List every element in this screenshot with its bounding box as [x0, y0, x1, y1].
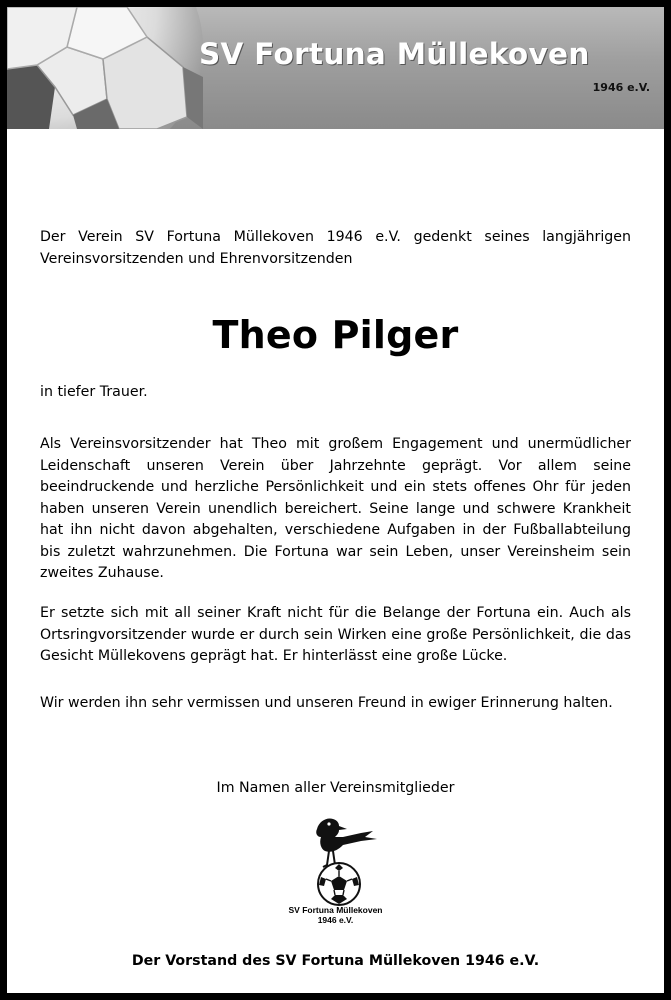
raven-on-ball-icon — [277, 807, 397, 907]
paragraph-text: Er setzte sich mit all seiner Kraft nicht für die Belange der Fortuna ein. Auch als Ortsringvorsitzender wurde er durch sein Wirken eine große Persönlichkeit, die das Gesicht Müllekovens geprägt hat. Er hinterlässt eine große Lücke. — [40, 605, 631, 664]
closing-line: Im Namen aller Vereinsmitglieder — [216, 780, 455, 796]
paragraph-text: Wir werden ihn sehr vermissen und unseren Freund in ewiger Erinnerung halten. — [40, 695, 613, 711]
paragraph-1 — [40, 434, 631, 585]
club-name-title: SV Fortuna Müllekoven — [199, 37, 590, 71]
logo-caption-year: 1946 e.V. — [317, 915, 354, 925]
club-founded-label: 1946 e.V. — [592, 81, 650, 94]
mourning-text: in tiefer Trauer. — [40, 384, 148, 400]
logo-caption-name: SV Fortuna Müllekoven — [288, 905, 383, 915]
header-banner — [7, 7, 664, 129]
paragraph-3 — [40, 693, 631, 715]
soccer-ball-icon — [7, 7, 207, 129]
intro-block — [40, 227, 631, 270]
intro-text: Der Verein SV Fortuna Müllekoven 1946 e.V. gedenkt seines langjährigen Vereinsvorsitzenden und Ehrenvorsitzenden — [40, 229, 631, 267]
paragraph-text: Als Vereinsvorsitzender hat Theo mit großem Engagement und unermüdlicher Leidenschaft unseren Verein über Jahrzehnte geprägt. Vor allem seine beeindruckende und herzliche Persönlichkeit und ein stets offenes Ohr für jeden haben unseren Verein unendlich bereichert. Seine lange und schwere Krankheit hat ihn nicht davon abgehalten, verschiedene Aufgaben in der Fußballabteilung bis zuletzt wahrzunehmen. Die Fortuna war sein Leben, unser Vereinsheim sein zweites Zuhause. — [40, 436, 631, 581]
deceased-name: Theo Pilger — [212, 313, 459, 357]
paragraph-2 — [40, 603, 631, 668]
signature-line: Der Vorstand des SV Fortuna Müllekoven 1946 e.V. — [131, 953, 540, 969]
